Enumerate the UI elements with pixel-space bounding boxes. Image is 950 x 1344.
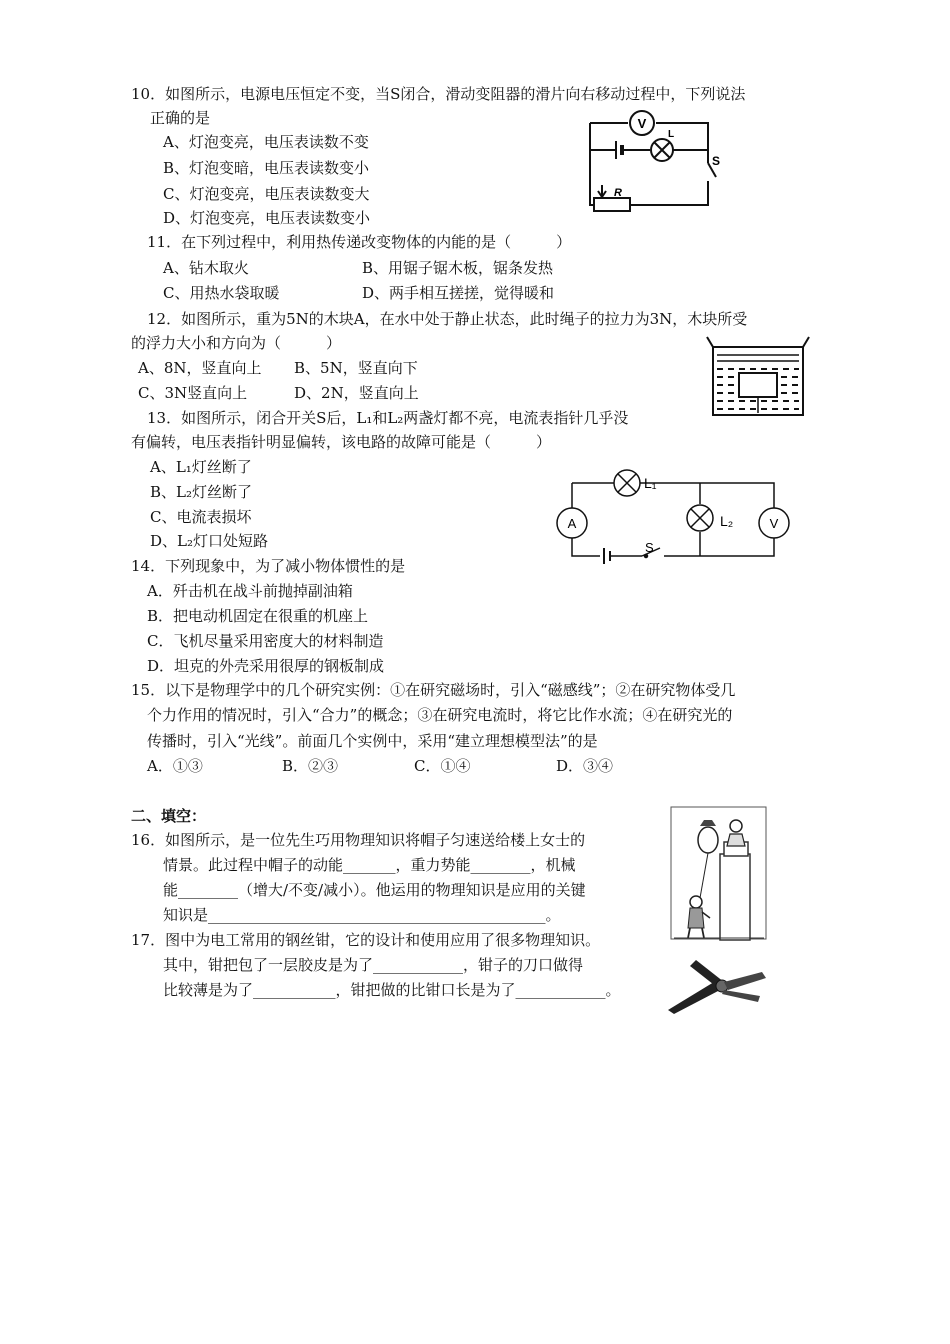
q14-option-c: C．飞机尽量采用密度大的材料制造	[147, 632, 384, 650]
q15-option-a: A．①③	[147, 757, 203, 775]
q10-lamp-label: L	[668, 129, 675, 140]
q13-ammeter-label: A	[567, 516, 577, 531]
q15-option-b: B．②③	[282, 757, 339, 775]
q12-option-c: C、3N竖直向上	[138, 384, 248, 402]
q13-circuit-diagram	[552, 468, 797, 573]
q14-option-a: A．歼击机在战斗前抛掉副油箱	[147, 582, 353, 600]
q16-line3: 能________（增大/不变/减小）。他运用的物理知识是应用的关键	[163, 881, 586, 899]
q11-option-b: B、用锯子锯木板，锯条发热	[362, 259, 554, 277]
q15-stem-line2: 个力作用的情况时，引入“合力”的概念；③在研究电流时，将它比作水流；④在研究光的	[147, 706, 733, 724]
q12-stem-line1: 12．如图所示，重为5N的木块A，在水中处于静止状态，此时绳子的拉力为3N，木块所受	[147, 310, 748, 328]
q10-circuit-diagram	[580, 105, 720, 220]
q13-option-a: A、L₁灯丝断了	[150, 458, 252, 476]
q15-stem-line3: 传播时，引入“光线”。前面几个实例中，采用“建立理想模型法”的是	[147, 732, 598, 750]
q13-stem-line1: 13．如图所示，闭合开关S后，L₁和L₂两盏灯都不亮，电流表指针几乎没	[147, 409, 629, 427]
q11-stem: 11．在下列过程中，利用热传递改变物体的内能的是（ ）	[147, 233, 572, 251]
q10-voltmeter-label: V	[637, 116, 647, 131]
q11-option-d: D、两手相互搓搓，觉得暖和	[362, 284, 555, 302]
q17-line3: 比较薄是为了___________，钳把做的比钳口长是为了____________。	[163, 981, 621, 999]
q13-l1-label: L₁	[644, 475, 657, 491]
q16-balloon-hat-illustration	[670, 806, 768, 941]
q12-option-a: A、8N，竖直向上	[138, 359, 262, 377]
q10-rheostat-label: R	[614, 187, 622, 199]
q11-option-c: C、用热水袋取暖	[163, 284, 280, 302]
section-heading-fill-in: 二、填空：	[131, 807, 207, 825]
q13-switch-label: S	[645, 540, 654, 555]
q14-option-b: B．把电动机固定在很重的机座上	[147, 607, 369, 625]
q15-option-c: C．①④	[414, 757, 471, 775]
q12-option-b: B、5N，竖直向下	[294, 359, 418, 377]
q13-option-c: C、电流表损坏	[150, 508, 252, 526]
q16-line2: 情景。此过程中帽子的动能_______，重力势能________，机械	[163, 856, 576, 874]
q13-option-b: B、L₂灯丝断了	[150, 483, 252, 501]
q12-beaker-diagram	[703, 333, 813, 418]
q10-switch-label: S	[712, 154, 721, 168]
q11-option-a: A、钻木取火	[163, 259, 249, 277]
q10-stem-line1: 10．如图所示，电源电压恒定不变，当S闭合，滑动变阻器的滑片向右移动过程中，下列说法	[131, 85, 746, 103]
q10-option-d: D、灯泡变亮，电压表读数变小	[163, 209, 371, 227]
q10-option-a: A、灯泡变亮，电压表读数不变	[163, 133, 369, 151]
q13-stem-line2: 有偏转，电压表指针明显偏转，该电路的故障可能是（ ）	[131, 433, 552, 451]
q10-stem-line2: 正确的是	[150, 109, 211, 127]
q17-line1: 17．图中为电工常用的钢丝钳，它的设计和使用应用了很多物理知识。	[131, 931, 601, 949]
q16-line4: 知识是_____________________________________________。	[163, 906, 561, 924]
q13-option-d: D、L₂灯口处短路	[150, 532, 269, 550]
q10-option-b: B、灯泡变暗，电压表读数变小	[163, 159, 370, 177]
q15-stem-line1: 15．以下是物理学中的几个研究实例：①在研究磁场时，引入“磁感线”；②在研究物体受几	[131, 681, 736, 699]
q13-voltmeter-label: V	[769, 516, 779, 531]
q14-stem: 14．下列现象中，为了减小物体惯性的是	[131, 557, 406, 575]
q16-line1: 16．如图所示，是一位先生巧用物理知识将帽子匀速送给楼上女士的	[131, 831, 586, 849]
q14-option-d: D．坦克的外壳采用很厚的钢板制成	[147, 657, 385, 675]
q17-line2: 其中，钳把包了一层胶皮是为了____________，钳子的刀口做得	[163, 956, 584, 974]
q13-l2-label: L₂	[720, 513, 734, 529]
q17-pliers-icon	[662, 952, 770, 1014]
q12-stem-line2: 的浮力大小和方向为（ ）	[131, 334, 342, 352]
q12-option-d: D、2N，竖直向上	[294, 384, 419, 402]
q10-option-c: C、灯泡变亮，电压表读数变大	[163, 185, 370, 203]
q15-option-d: D．③④	[556, 757, 614, 775]
